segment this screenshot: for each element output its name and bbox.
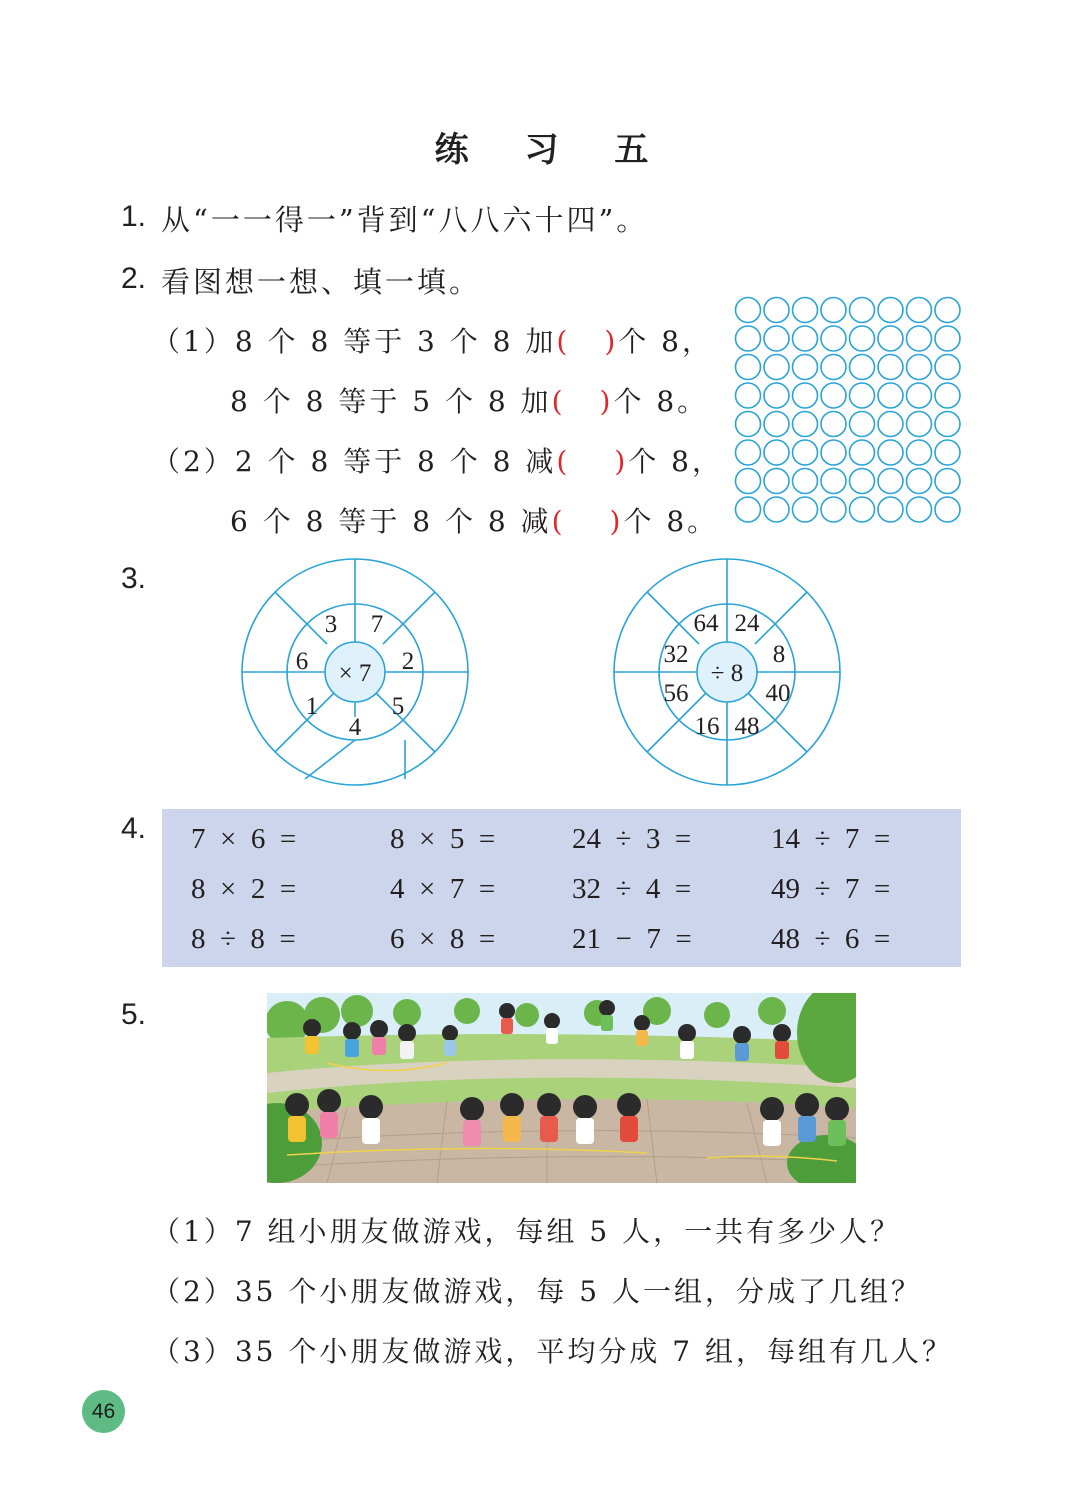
grid-circle xyxy=(907,298,932,323)
question-5-item: （1）7 组小朋友做游戏，每组 5 人，一共有多少人？ xyxy=(152,1215,902,1248)
grid-circle xyxy=(821,383,846,408)
grid-circle xyxy=(821,298,846,323)
grid-circle xyxy=(764,497,789,522)
grid-circle xyxy=(907,326,932,351)
wheel-right-number: 8 xyxy=(772,641,786,668)
question-5-item: （2）35 个小朋友做游戏，每 5 人一组，分成了几组？ xyxy=(152,1275,922,1308)
answer-blank[interactable]: ( ) xyxy=(556,325,619,358)
q2-part2-a-suffix: 个 8， xyxy=(628,445,723,478)
grid-circle xyxy=(907,440,932,465)
grid-circle xyxy=(736,355,761,380)
grid-circle xyxy=(850,469,875,494)
answer-blank[interactable]: ( ) xyxy=(551,385,614,418)
wheel-left-center: × 7 xyxy=(338,660,372,687)
wheel-right-number: 48 xyxy=(734,713,760,740)
grid-circle xyxy=(736,440,761,465)
calc-item: 49 ÷ 7 = xyxy=(771,873,891,905)
grid-circle xyxy=(764,469,789,494)
wheel-left-number: 4 xyxy=(348,714,362,741)
grid-circle xyxy=(878,497,903,522)
grid-circle xyxy=(793,440,818,465)
division-wheel xyxy=(612,557,842,787)
calc-item: 8 × 5 = xyxy=(390,823,496,855)
wheel-left-number: 3 xyxy=(324,611,338,638)
grid-circle xyxy=(793,497,818,522)
wheel-left-number: 7 xyxy=(370,611,384,638)
grid-circle xyxy=(850,298,875,323)
grid-circle xyxy=(736,326,761,351)
q2-part1-a-suffix: 个 8， xyxy=(618,325,713,358)
grid-circle xyxy=(793,355,818,380)
calc-item: 7 × 6 = xyxy=(191,823,297,855)
children-playing-illustration xyxy=(267,993,856,1183)
grid-circle xyxy=(878,326,903,351)
grid-circle xyxy=(878,355,903,380)
page-title: 练 习 五 xyxy=(434,130,671,170)
grid-circle xyxy=(878,298,903,323)
grid-circle xyxy=(935,383,960,408)
grid-circle xyxy=(793,412,818,437)
grid-circle xyxy=(821,469,846,494)
grid-circle xyxy=(850,412,875,437)
calculation-panel xyxy=(162,809,961,967)
wheel-right-number: 64 xyxy=(693,610,719,637)
calc-item: 14 ÷ 7 = xyxy=(771,823,891,855)
answer-blank[interactable]: ( ) xyxy=(551,505,624,538)
grid-circle xyxy=(764,298,789,323)
calc-item: 8 ÷ 8 = xyxy=(191,923,296,955)
grid-circle xyxy=(821,355,846,380)
grid-circle xyxy=(935,355,960,380)
calc-item: 48 ÷ 6 = xyxy=(771,923,891,955)
q2-part1-line-b xyxy=(230,380,708,420)
question-5-item: （3）35 个小朋友做游戏，平均分成 7 组，每组有几人？ xyxy=(152,1335,953,1368)
q2-part2-b-text: 6 个 8 等于 8 个 8 减 xyxy=(230,505,552,538)
question-3-number: 3. xyxy=(121,562,147,595)
grid-circle xyxy=(736,469,761,494)
grid-circle xyxy=(878,469,903,494)
question-2-text: 看图想一想、填一填。 xyxy=(161,265,482,299)
q2-part2-line-b xyxy=(230,500,718,540)
wheel-right-number: 32 xyxy=(663,641,689,668)
wheel-right-number: 40 xyxy=(765,680,791,707)
grid-circle xyxy=(821,497,846,522)
calc-item: 6 × 8 = xyxy=(390,923,496,955)
grid-circle xyxy=(878,383,903,408)
grid-circle xyxy=(850,440,875,465)
multiplication-wheel xyxy=(240,557,470,787)
grid-circle xyxy=(907,469,932,494)
grid-circle xyxy=(850,497,875,522)
page-number-badge: 46 xyxy=(82,1390,125,1433)
q2-part1-label: （1） xyxy=(152,325,235,358)
q2-part1-a-text: 8 个 8 等于 3 个 8 加 xyxy=(234,325,557,358)
question-5-number: 5. xyxy=(121,998,147,1031)
q2-part1-b-text: 8 个 8 等于 5 个 8 加 xyxy=(230,385,552,418)
question-2-number: 2. xyxy=(121,262,147,295)
q2-part1-b-suffix: 个 8。 xyxy=(613,385,709,418)
calc-item: 8 × 2 = xyxy=(191,873,297,905)
question-4-number: 4. xyxy=(121,812,147,845)
grid-circle xyxy=(935,412,960,437)
grid-circle xyxy=(793,383,818,408)
grid-circle xyxy=(878,412,903,437)
grid-circle xyxy=(878,440,903,465)
calc-item: 21 − 7 = xyxy=(572,923,692,955)
grid-circle xyxy=(935,440,960,465)
grid-circle xyxy=(821,412,846,437)
grid-circle xyxy=(793,326,818,351)
q2-part2-label: （2） xyxy=(152,445,235,478)
grid-circle xyxy=(907,497,932,522)
wheel-left-number: 5 xyxy=(391,693,405,720)
grid-circle xyxy=(736,412,761,437)
q2-part2-line-a xyxy=(152,440,723,480)
calc-item: 24 ÷ 3 = xyxy=(572,823,692,855)
grid-circle xyxy=(907,355,932,380)
grid-circle xyxy=(907,383,932,408)
q2-part1-line-a xyxy=(152,320,713,360)
grid-circle xyxy=(907,412,932,437)
question-1-text: 从“一一得一”背到“八八六十四”。 xyxy=(161,203,649,237)
grid-circle xyxy=(850,326,875,351)
grid-circle xyxy=(935,469,960,494)
grid-circle xyxy=(764,383,789,408)
q2-part2-b-suffix: 个 8。 xyxy=(623,505,719,538)
grid-circle xyxy=(764,326,789,351)
wheel-right-number: 56 xyxy=(663,680,689,707)
grid-circle xyxy=(850,355,875,380)
wheel-right-center: ÷ 8 xyxy=(710,660,744,687)
calc-item: 32 ÷ 4 = xyxy=(572,873,692,905)
grid-circle xyxy=(935,326,960,351)
circle-grid xyxy=(734,296,962,524)
wheel-right-number: 24 xyxy=(734,610,760,637)
grid-circle xyxy=(764,412,789,437)
grid-circle xyxy=(736,497,761,522)
grid-circle xyxy=(736,298,761,323)
grid-circle xyxy=(850,383,875,408)
grid-circle xyxy=(764,355,789,380)
grid-circle xyxy=(764,440,789,465)
answer-blank[interactable]: ( ) xyxy=(556,445,629,478)
grid-circle xyxy=(935,497,960,522)
question-1-number: 1. xyxy=(121,200,147,233)
wheel-left-number: 1 xyxy=(305,693,319,720)
grid-circle xyxy=(793,469,818,494)
wheel-left-number: 2 xyxy=(401,648,415,675)
grid-circle xyxy=(736,383,761,408)
wheel-right-number: 16 xyxy=(694,713,720,740)
grid-circle xyxy=(821,326,846,351)
calc-item: 4 × 7 = xyxy=(390,873,496,905)
q2-part2-a-text: 2 个 8 等于 8 个 8 减 xyxy=(234,445,557,478)
wheel-left-number: 6 xyxy=(295,648,309,675)
grid-circle xyxy=(821,440,846,465)
grid-circle xyxy=(935,298,960,323)
grid-circle xyxy=(793,298,818,323)
